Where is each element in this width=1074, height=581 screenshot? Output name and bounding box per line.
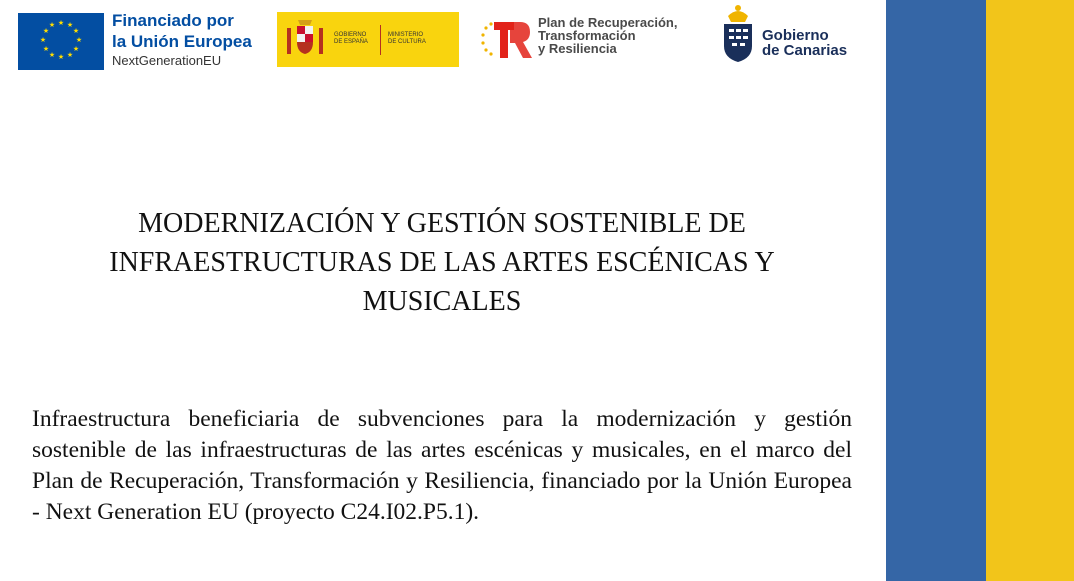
svg-text:★: ★ [39,36,47,44]
eu-logo-line3: NextGenerationEU [112,53,222,68]
canarias-text [762,28,847,58]
body-paragraph: Infraestructura beneficiaria de subvenciones para la modernización y gestión sostenible de las infraestructuras de las artes escénicas y musicales, en el marco del Plan de Recuperación, Transformación y Resiliencia, financiado por la Unión Europea - Next Generation EU (proyecto C24.I02.P5.1). [32,406,852,525]
canarias-shield-icon [720,2,756,64]
svg-text:★: ★ [72,45,80,53]
yellow-stripe [986,0,1074,581]
svg-text:★: ★ [75,36,83,44]
prtr-line1: Plan de Recuperación, [538,15,678,30]
svg-text:★: ★ [48,21,56,29]
canarias-line1: Gobierno [762,27,829,44]
ministerio-cultura-label: MINISTERIO DE CULTURA [388,32,426,45]
svg-text:★: ★ [72,27,80,35]
svg-text:★: ★ [57,19,65,27]
gobierno-espana-logo [277,12,459,67]
svg-text:★: ★ [66,51,74,59]
gobierno-canarias-logo [720,2,870,66]
spain-coat-of-arms-icon [285,18,325,60]
eu-funding-logo [18,10,258,72]
canarias-line2: de Canarias [762,42,848,59]
svg-text:★: ★ [66,21,74,29]
svg-text:★: ★ [48,51,56,59]
blue-stripe [886,0,986,581]
divider [380,25,381,55]
prtr-tr-icon [480,16,535,60]
prtr-logo [480,12,710,62]
eu-flag-icon [18,13,104,70]
gobierno-espana-label: GOBIERNO DE ESPAÑA [334,32,368,45]
page-title: MODERNIZACIÓN Y GESTIÓN SOSTENIBLE DE INFRAESTRUCTURAS DE LAS ARTES ESCÉNICAS Y MUSICALES [109,208,775,317]
eu-logo-line1: Financiado por [112,11,234,30]
eu-logo-line2: la Unión Europea [112,32,252,51]
svg-text:★: ★ [42,45,50,53]
prtr-line2: Transformación [538,28,636,43]
svg-text:★: ★ [42,27,50,35]
svg-text:★: ★ [57,53,65,61]
prtr-line3: y Resiliencia [538,41,617,56]
prtr-text [538,16,677,55]
